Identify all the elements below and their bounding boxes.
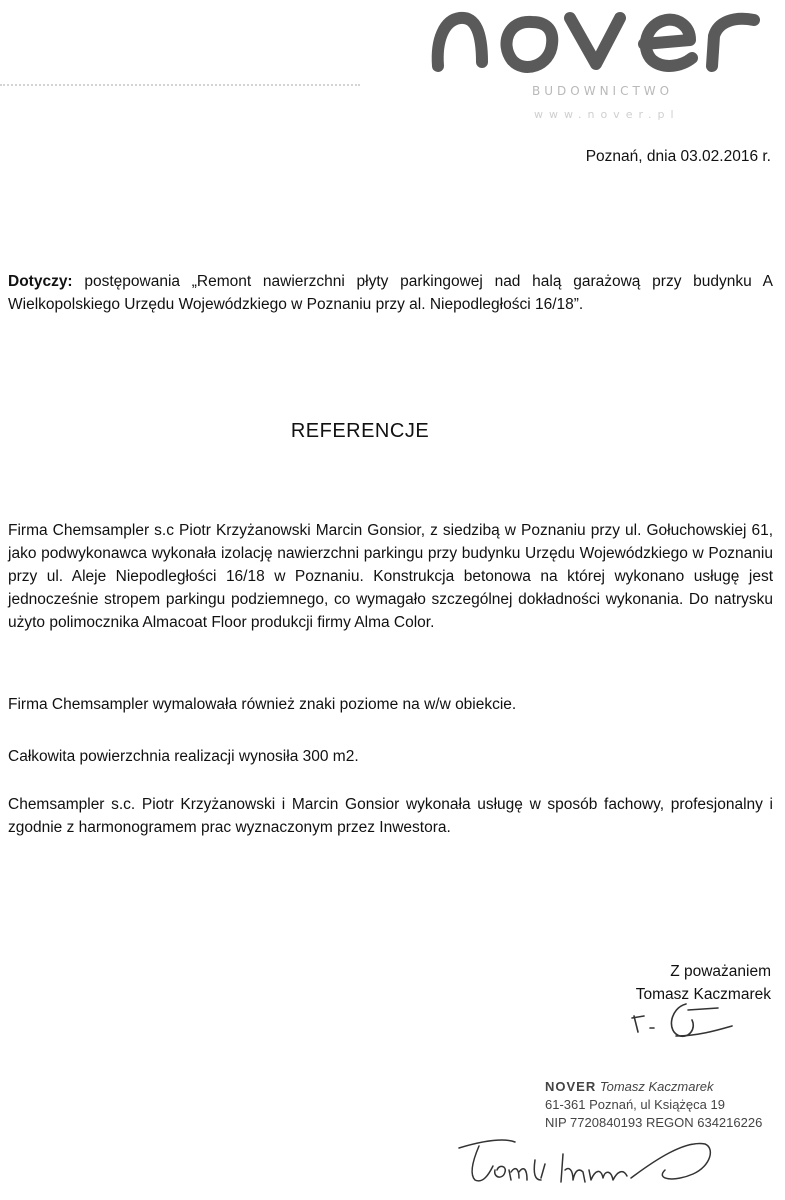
signature-initials — [628, 996, 738, 1042]
subject-label: Dotyczy: — [8, 273, 73, 290]
handwritten-signature — [455, 1130, 715, 1196]
letterhead — [0, 0, 785, 140]
stamp-owner: Tomasz Kaczmarek — [599, 1079, 714, 1094]
subject-text: postępowania „Remont nawierzchni płyty parkingowej nad halą garażową przy budynku A Wielkopolskiego Urzędu Wojewódzkiego w Poznaniu przy al. Niepodległości 16/18”. — [8, 273, 774, 313]
subject-line — [8, 270, 773, 316]
nover-logo — [420, 0, 785, 82]
company-website: www.nover.pl — [534, 108, 680, 121]
document-title: REFERENCJE — [290, 420, 430, 442]
stamp-ids: NIP 7720840193 REGON 634216226 — [545, 1115, 763, 1130]
company-tagline: BUDOWNICTWO — [532, 84, 674, 98]
signatory-name: Tomasz Kaczmarek — [635, 986, 771, 1003]
company-stamp — [545, 1078, 762, 1132]
stamp-address: 61-361 Poznań, ul Książęca 19 — [545, 1097, 725, 1112]
stamp-brand: NOVER — [545, 1079, 597, 1094]
letter-date: Poznań, dnia 03.02.2016 r. — [585, 148, 771, 165]
header-dotted-line — [0, 84, 360, 86]
body-paragraph-1: Firma Chemsampler s.c Piotr Krzyżanowski Marcin Gonsior, z siedzibą w Poznaniu przy ul. Gołuchowskiej 61, jako podwykonawca wykonała izolację nawierzchni parkingu przy budynku Urzędu Wojewódzkiego w Poznaniu przy ul. Aleje Niepodległości 16/18 w Poznaniu. Konstrukcja betonowa na której wykonano usługę jest jednocześnie stropem parkingu podziemnego, co wymagało szczególnej dokładności wykonania. Do natrysku użyto polimocznika Almacoat Floor produkcji firmy Alma Color. — [8, 522, 773, 631]
body-paragraph-3: Całkowita powierzchnia realizacji wynosiła 300 m2. — [8, 748, 359, 765]
body-paragraph-4: Chemsampler s.c. Piotr Krzyżanowski i Marcin Gonsior wykonała usługę w sposób fachowy, profesjonalny i zgodnie z harmonogramem prac wyznaczonym przez Inwestora. — [8, 796, 773, 836]
closing-greeting: Z poważaniem — [670, 963, 771, 980]
body-paragraph-2: Firma Chemsampler wymalowała również znaki poziome na w/w obiekcie. — [8, 696, 517, 713]
